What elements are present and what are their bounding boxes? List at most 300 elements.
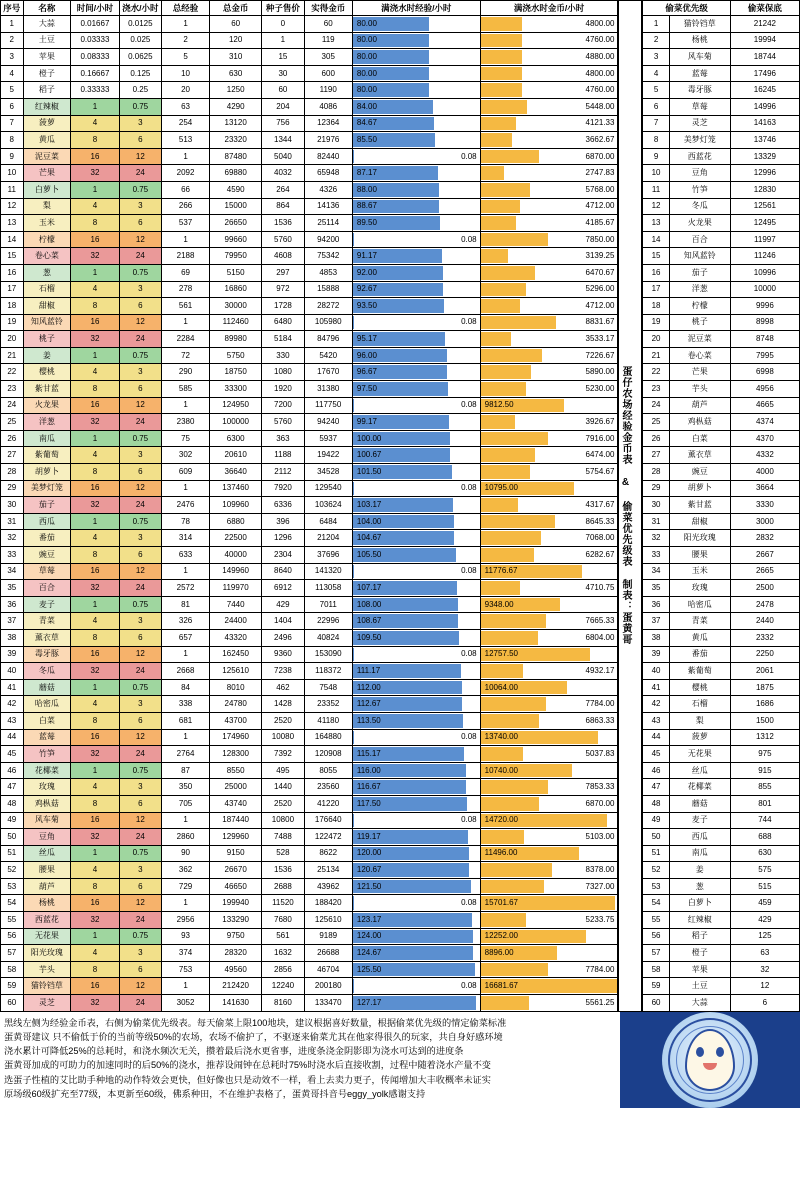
cell-net-coin: 7011: [304, 596, 352, 613]
cell-coin-per-hour: 4317.67: [480, 497, 618, 514]
cell-coin-per-hour: 7327.00: [480, 878, 618, 895]
cell-index: 45: [1, 746, 24, 763]
cell-side-value: 125: [730, 928, 799, 945]
cell-side-name: 茄子: [669, 264, 730, 281]
cell-net-coin: 200180: [304, 978, 352, 995]
cell-total-coin: 4290: [210, 98, 262, 115]
cell-time: 4: [71, 779, 119, 796]
cell-exp-per-hour: 85.50: [352, 132, 480, 149]
cell-total-coin: 87480: [210, 148, 262, 165]
cell-coin-per-hour: 7850.00: [480, 231, 618, 248]
cell-side-name: 知风蓝铃: [669, 248, 730, 265]
cell-side-name: 红辣椒: [669, 912, 730, 929]
cell-exp-per-hour: 112.67: [352, 696, 480, 713]
cell-time: 4: [71, 945, 119, 962]
cell-exp-per-hour: 124.00: [352, 928, 480, 945]
cell-side-name: 桃子: [669, 314, 730, 331]
cell-water: 12: [119, 563, 161, 580]
cell-seed-price: 7200: [262, 397, 304, 414]
cell-crop-name: 土豆: [23, 32, 71, 49]
cell-coin-per-hour: 8378.00: [480, 862, 618, 879]
cell-seed-price: 495: [262, 762, 304, 779]
cell-total-coin: 46650: [210, 878, 262, 895]
cell-crop-name: 稻子: [23, 82, 71, 99]
table-row: [1, 430, 618, 447]
cell-crop-name: 葫芦: [23, 878, 71, 895]
cell-crop-name: 美梦灯笼: [23, 480, 71, 497]
cell-water: 24: [119, 414, 161, 431]
cell-time: 0.16667: [71, 65, 119, 82]
cell-total-exp: 10: [162, 65, 210, 82]
cell-total-coin: 79950: [210, 248, 262, 265]
cell-side-rank: 46: [643, 762, 669, 779]
note-line: 选蛋子性植的艾比助手种地的动作特效会更快，但好像也只是动效不一样，看上去卖力更子，传闻增加大丰收概率未证实: [4, 1074, 491, 1085]
cell-water: 24: [119, 829, 161, 846]
table-row: [1, 231, 618, 248]
cell-total-exp: 90: [162, 845, 210, 862]
cell-crop-name: 紫葡萄: [23, 447, 71, 464]
table-row: [1, 729, 618, 746]
cell-seed-price: 864: [262, 198, 304, 215]
cell-side-name: 竹笋: [669, 181, 730, 198]
table-row: [1, 98, 618, 115]
cell-side-value: 3000: [730, 513, 799, 530]
cell-time: 32: [71, 165, 119, 182]
cell-time: 1: [71, 679, 119, 696]
cell-total-coin: 119970: [210, 580, 262, 597]
cell-index: 31: [1, 513, 24, 530]
cell-total-coin: 24400: [210, 613, 262, 630]
cell-coin-per-hour: 6282.67: [480, 547, 618, 564]
cell-crop-name: 西蓝花: [23, 912, 71, 929]
cell-index: 13: [1, 215, 24, 232]
cell-side-value: 2440: [730, 613, 799, 630]
cell-seed-price: 5040: [262, 148, 304, 165]
cell-total-coin: 99660: [210, 231, 262, 248]
cell-side-rank: 50: [643, 829, 669, 846]
cell-side-rank: 29: [643, 480, 669, 497]
cell-total-exp: 5: [162, 49, 210, 66]
side-table-row: [643, 912, 800, 929]
cell-water: 0.75: [119, 430, 161, 447]
col-seed-price: 种子售价: [262, 1, 304, 16]
cell-seed-price: 5760: [262, 414, 304, 431]
cell-side-value: 4665: [730, 397, 799, 414]
col-name: 名称: [23, 1, 71, 16]
table-row: [1, 580, 618, 597]
cell-coin-per-hour: 4760.00: [480, 82, 618, 99]
cell-total-exp: 1: [162, 16, 210, 33]
cell-water: 12: [119, 729, 161, 746]
cell-net-coin: 34528: [304, 464, 352, 481]
cell-side-rank: 39: [643, 646, 669, 663]
cell-time: 32: [71, 414, 119, 431]
cell-coin-per-hour: 5103.00: [480, 829, 618, 846]
cell-side-name: 鸡枞菇: [669, 414, 730, 431]
cell-net-coin: 21204: [304, 530, 352, 547]
cell-water: 0.0625: [119, 49, 161, 66]
side-table-row: [643, 995, 800, 1012]
cell-water: 0.75: [119, 762, 161, 779]
cell-side-name: 紫甘蓝: [669, 497, 730, 514]
cell-crop-name: 梨: [23, 198, 71, 215]
table-row: [1, 132, 618, 149]
cell-time: 32: [71, 663, 119, 680]
side-table-row: [643, 32, 800, 49]
cell-water: 0.025: [119, 32, 161, 49]
cell-side-name: 葫芦: [669, 397, 730, 414]
side-table-row: [643, 746, 800, 763]
cell-water: 3: [119, 281, 161, 298]
cell-exp-per-hour: 111.17: [352, 663, 480, 680]
cell-side-name: 丝瓜: [669, 762, 730, 779]
side-table-row: [643, 513, 800, 530]
cell-total-exp: 362: [162, 862, 210, 879]
cell-crop-name: 火龙果: [23, 397, 71, 414]
cell-side-name: 美梦灯笼: [669, 132, 730, 149]
cell-seed-price: 7238: [262, 663, 304, 680]
cell-side-value: 12830: [730, 181, 799, 198]
cell-crop-name: 青菜: [23, 613, 71, 630]
cell-side-value: 688: [730, 829, 799, 846]
cell-time: 16: [71, 895, 119, 912]
cell-water: 12: [119, 314, 161, 331]
cell-side-rank: 34: [643, 563, 669, 580]
cell-seed-price: 756: [262, 115, 304, 132]
cell-exp-per-hour: 105.50: [352, 547, 480, 564]
cell-side-value: 975: [730, 746, 799, 763]
table-row: [1, 613, 618, 630]
table-row: [1, 82, 618, 99]
table-row: [1, 696, 618, 713]
col-index: 序号: [1, 1, 24, 16]
cell-coin-per-hour: 5296.00: [480, 281, 618, 298]
cell-total-coin: 60: [210, 16, 262, 33]
cell-side-value: 2667: [730, 547, 799, 564]
cell-side-rank: 28: [643, 464, 669, 481]
table-row: [1, 878, 618, 895]
cell-side-rank: 47: [643, 779, 669, 796]
cell-seed-price: 30: [262, 65, 304, 82]
cell-crop-name: 草莓: [23, 563, 71, 580]
cell-exp-per-hour: 80.00: [352, 49, 480, 66]
cell-net-coin: 65948: [304, 165, 352, 182]
table-row: [1, 331, 618, 348]
cell-index: 46: [1, 762, 24, 779]
cell-water: 24: [119, 497, 161, 514]
cell-net-coin: 600: [304, 65, 352, 82]
cell-seed-price: 2688: [262, 878, 304, 895]
cell-index: 52: [1, 862, 24, 879]
side-table-row: [643, 248, 800, 265]
cell-water: 24: [119, 663, 161, 680]
cell-time: 0.08333: [71, 49, 119, 66]
cell-side-rank: 25: [643, 414, 669, 431]
cell-water: 6: [119, 381, 161, 398]
vertical-title-text: 蛋仔农场经验金币表 & 偷菜优先级表 制表：蛋黄哥: [619, 366, 631, 646]
cell-total-coin: 149960: [210, 563, 262, 580]
cell-net-coin: 9189: [304, 928, 352, 945]
col-coin-per-hour: 满浇水时金币/小时: [480, 1, 618, 16]
notes-block: [0, 1012, 620, 1108]
cell-time: 16: [71, 148, 119, 165]
cell-crop-name: 樱桃: [23, 364, 71, 381]
cell-coin-per-hour: 5230.00: [480, 381, 618, 398]
table-row: [1, 712, 618, 729]
cell-side-value: 2250: [730, 646, 799, 663]
cell-side-value: 4374: [730, 414, 799, 431]
cell-side-rank: 53: [643, 878, 669, 895]
cell-coin-per-hour: 5448.00: [480, 98, 618, 115]
cell-total-coin: 36640: [210, 464, 262, 481]
cell-side-name: 百合: [669, 231, 730, 248]
cell-total-exp: 585: [162, 381, 210, 398]
cell-side-rank: 30: [643, 497, 669, 514]
side-table-row: [643, 945, 800, 962]
cell-water: 24: [119, 580, 161, 597]
cell-coin-per-hour: 4121.33: [480, 115, 618, 132]
col-total-exp: 总经验: [162, 1, 210, 16]
side-table-row: [643, 298, 800, 315]
cell-total-coin: 40000: [210, 547, 262, 564]
cell-total-exp: 75: [162, 430, 210, 447]
table-row: [1, 928, 618, 945]
table-row: [1, 165, 618, 182]
cell-total-exp: 66: [162, 181, 210, 198]
cell-seed-price: 7920: [262, 480, 304, 497]
cell-exp-per-hour: 88.67: [352, 198, 480, 215]
cell-total-exp: 1: [162, 231, 210, 248]
table-row: [1, 547, 618, 564]
cell-side-name: 洋葱: [669, 281, 730, 298]
cell-index: 33: [1, 547, 24, 564]
cell-water: 12: [119, 148, 161, 165]
cell-time: 1: [71, 513, 119, 530]
side-table-row: [643, 845, 800, 862]
cell-exp-per-hour: 116.67: [352, 779, 480, 796]
cell-water: 0.75: [119, 347, 161, 364]
cell-side-value: 915: [730, 762, 799, 779]
cell-seed-price: 1920: [262, 381, 304, 398]
table-row: [1, 181, 618, 198]
cell-exp-per-hour: 117.50: [352, 795, 480, 812]
table-row: [1, 298, 618, 315]
cell-total-coin: 128300: [210, 746, 262, 763]
cell-total-exp: 2668: [162, 663, 210, 680]
cell-water: 3: [119, 862, 161, 879]
table-row: [1, 347, 618, 364]
cell-side-rank: 58: [643, 961, 669, 978]
cell-side-name: 石榴: [669, 696, 730, 713]
cell-coin-per-hour: 7916.00: [480, 430, 618, 447]
cell-water: 6: [119, 132, 161, 149]
cell-seed-price: 12240: [262, 978, 304, 995]
table-row: [1, 795, 618, 812]
cell-crop-name: 洋葱: [23, 414, 71, 431]
cell-side-rank: 4: [643, 65, 669, 82]
cell-index: 51: [1, 845, 24, 862]
cell-water: 6: [119, 712, 161, 729]
cell-side-name: 橙子: [669, 945, 730, 962]
side-table-row: [643, 165, 800, 182]
cell-time: 8: [71, 961, 119, 978]
cell-total-coin: 630: [210, 65, 262, 82]
side-table-row: [643, 464, 800, 481]
cell-side-value: 6998: [730, 364, 799, 381]
cell-total-coin: 5150: [210, 264, 262, 281]
cell-side-rank: 51: [643, 845, 669, 862]
cell-side-rank: 15: [643, 248, 669, 265]
cell-crop-name: 葱: [23, 264, 71, 281]
cell-side-name: 灵芝: [669, 115, 730, 132]
cell-net-coin: 23352: [304, 696, 352, 713]
cell-crop-name: 鸡枞菇: [23, 795, 71, 812]
logo-panel: [620, 1012, 800, 1108]
cell-total-coin: 187440: [210, 812, 262, 829]
cell-net-coin: 133470: [304, 995, 352, 1012]
cell-crop-name: 风车菊: [23, 812, 71, 829]
cell-side-value: 12996: [730, 165, 799, 182]
cell-side-value: 2665: [730, 563, 799, 580]
cell-net-coin: 41220: [304, 795, 352, 812]
cell-total-coin: 26670: [210, 862, 262, 879]
side-table-row: [643, 862, 800, 879]
table-row: [1, 912, 618, 929]
cell-exp-per-hour: 109.50: [352, 629, 480, 646]
side-table-row: [643, 729, 800, 746]
cell-index: 8: [1, 132, 24, 149]
side-table-row: [643, 364, 800, 381]
cell-seed-price: 6480: [262, 314, 304, 331]
cell-exp-per-hour: 112.00: [352, 679, 480, 696]
cell-net-coin: 25134: [304, 862, 352, 879]
cell-coin-per-hour: 10740.00: [480, 762, 618, 779]
cell-coin-per-hour: 12252.00: [480, 928, 618, 945]
cell-crop-name: 豌豆: [23, 547, 71, 564]
cell-side-name: 西瓜: [669, 829, 730, 846]
table-row: [1, 513, 618, 530]
cell-side-name: 无花果: [669, 746, 730, 763]
table-header-row: [1, 1, 618, 16]
cell-crop-name: 薰衣草: [23, 629, 71, 646]
cell-seed-price: 5760: [262, 231, 304, 248]
cell-time: 16: [71, 978, 119, 995]
cell-index: 24: [1, 397, 24, 414]
cell-index: 41: [1, 679, 24, 696]
cell-coin-per-hour: 5890.00: [480, 364, 618, 381]
cell-total-exp: 374: [162, 945, 210, 962]
cell-side-value: 11246: [730, 248, 799, 265]
steal-priority-table: [642, 0, 800, 1012]
cell-total-exp: 81: [162, 596, 210, 613]
cell-exp-per-hour: 84.67: [352, 115, 480, 132]
cell-time: 4: [71, 447, 119, 464]
cell-side-rank: 3: [643, 49, 669, 66]
cell-net-coin: 60: [304, 16, 352, 33]
side-col-guarantee: 偷菜保底: [730, 1, 799, 16]
cell-index: 3: [1, 49, 24, 66]
cell-index: 54: [1, 895, 24, 912]
cell-exp-per-hour: 108.00: [352, 596, 480, 613]
cell-crop-name: 南瓜: [23, 430, 71, 447]
cell-index: 55: [1, 912, 24, 929]
side-table-row: [643, 646, 800, 663]
cell-side-rank: 21: [643, 347, 669, 364]
cell-water: 0.75: [119, 596, 161, 613]
col-total-coin: 总金币: [210, 1, 262, 16]
cell-side-rank: 55: [643, 912, 669, 929]
cell-side-value: 21242: [730, 16, 799, 33]
cell-water: 24: [119, 165, 161, 182]
cell-net-coin: 19422: [304, 447, 352, 464]
cell-index: 6: [1, 98, 24, 115]
cell-net-coin: 17670: [304, 364, 352, 381]
cell-net-coin: 22996: [304, 613, 352, 630]
cell-side-value: 4956: [730, 381, 799, 398]
cell-net-coin: 5420: [304, 347, 352, 364]
cell-crop-name: 茄子: [23, 497, 71, 514]
cell-index: 35: [1, 580, 24, 597]
table-row: [1, 679, 618, 696]
cell-exp-per-hour: 100.67: [352, 447, 480, 464]
cell-total-coin: 112460: [210, 314, 262, 331]
cell-total-exp: 2092: [162, 165, 210, 182]
cell-side-value: 6: [730, 995, 799, 1012]
cell-side-value: 16245: [730, 82, 799, 99]
cell-time: 32: [71, 331, 119, 348]
cell-net-coin: 164880: [304, 729, 352, 746]
cell-total-exp: 1: [162, 563, 210, 580]
cell-exp-per-hour: 89.50: [352, 215, 480, 232]
cell-exp-per-hour: 120.00: [352, 845, 480, 862]
cell-index: 48: [1, 795, 24, 812]
cell-coin-per-hour: 11776.67: [480, 563, 618, 580]
table-row: [1, 829, 618, 846]
cell-exp-per-hour: 92.67: [352, 281, 480, 298]
cell-time: 1: [71, 762, 119, 779]
side-table-row: [643, 264, 800, 281]
table-row: [1, 995, 618, 1012]
cell-exp-per-hour: 123.17: [352, 912, 480, 929]
cell-water: 12: [119, 812, 161, 829]
cell-index: 32: [1, 530, 24, 547]
cell-net-coin: 176640: [304, 812, 352, 829]
cell-exp-per-hour: 0.08: [352, 812, 480, 829]
cell-side-value: 63: [730, 945, 799, 962]
cell-crop-name: 知风蓝铃: [23, 314, 71, 331]
cell-index: 12: [1, 198, 24, 215]
cell-net-coin: 12364: [304, 115, 352, 132]
cell-net-coin: 103624: [304, 497, 352, 514]
cell-net-coin: 5937: [304, 430, 352, 447]
cell-index: 60: [1, 995, 24, 1012]
cell-total-exp: 513: [162, 132, 210, 149]
cell-index: 30: [1, 497, 24, 514]
cell-exp-per-hour: 95.17: [352, 331, 480, 348]
cell-coin-per-hour: 4880.00: [480, 49, 618, 66]
cell-exp-per-hour: 0.08: [352, 729, 480, 746]
side-table-row: [643, 314, 800, 331]
cell-total-coin: 33300: [210, 381, 262, 398]
cell-seed-price: 8160: [262, 995, 304, 1012]
side-table-row: [643, 447, 800, 464]
side-table-row: [643, 198, 800, 215]
cell-seed-price: 972: [262, 281, 304, 298]
cell-net-coin: 94240: [304, 414, 352, 431]
table-row: [1, 746, 618, 763]
cell-exp-per-hour: 0.08: [352, 148, 480, 165]
cell-total-exp: 63: [162, 98, 210, 115]
